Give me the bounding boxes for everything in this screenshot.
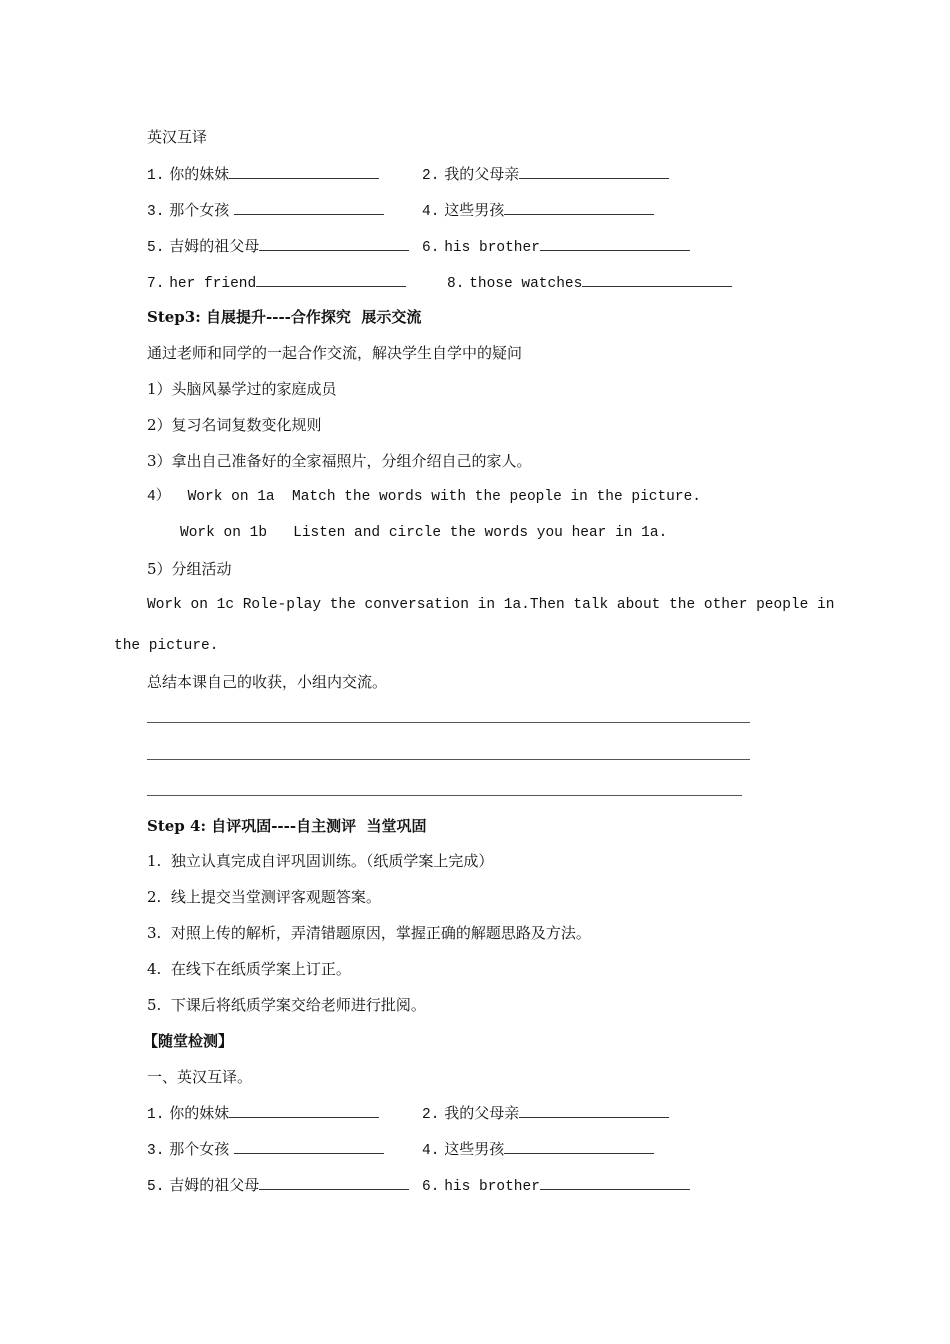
answer-blank[interactable] [234, 199, 384, 215]
answer-blank[interactable] [234, 1138, 384, 1154]
translation-item-8: 8. those watches [447, 271, 732, 294]
answer-blank[interactable] [504, 199, 654, 215]
step3-summary: 总结本课自己的收获，小组内交流。 [147, 673, 388, 691]
translation-item-2: 2. 我的父母亲 [422, 163, 669, 186]
step3-item-4a: 4） Work on 1a Match the words with the people in the picture. [147, 489, 701, 505]
check-item-1: 1. 你的妹妹 [147, 1102, 379, 1125]
answer-blank[interactable] [540, 1174, 690, 1190]
writing-line[interactable] [147, 795, 742, 796]
translation-item-5: 5. 吉姆的祖父母 [147, 235, 409, 258]
check-title: 【随堂检测】 [143, 1032, 234, 1050]
translation-item-6: 6. his brother [422, 235, 690, 258]
step3-item-2: 2）复习名词复数变化规则 [147, 416, 322, 434]
translation-item-1: 1. 你的妹妹 [147, 163, 379, 186]
check-item-3: 3. 那个女孩 [147, 1138, 384, 1161]
step4-item-1: 1. 独立认真完成自评巩固训练。（纸质学案上完成） [147, 852, 494, 870]
answer-blank[interactable] [259, 235, 409, 251]
translation-item-4: 4. 这些男孩 [422, 199, 654, 222]
answer-blank[interactable] [519, 1102, 669, 1118]
step4-item-3: 3. 对照上传的解析，弄清错题原因，掌握正确的解题思路及方法。 [147, 924, 591, 942]
check-item-5: 5. 吉姆的祖父母 [147, 1174, 409, 1197]
check-item-4: 4. 这些男孩 [422, 1138, 654, 1161]
answer-blank[interactable] [259, 1174, 409, 1190]
step4-item-2: 2. 线上提交当堂测评客观题答案。 [147, 888, 381, 906]
check-item-6: 6. his brother [422, 1174, 690, 1197]
step4-item-5: 5. 下课后将纸质学案交给老师进行批阅。 [147, 996, 426, 1014]
check-heading: 一、英汉互译。 [147, 1068, 253, 1086]
answer-blank[interactable] [256, 271, 406, 287]
answer-blank[interactable] [582, 271, 732, 287]
answer-blank[interactable] [519, 163, 669, 179]
answer-blank[interactable] [229, 1102, 379, 1118]
writing-line[interactable] [147, 759, 750, 760]
step3-item-1: 1）头脑风暴学过的家庭成员 [147, 380, 337, 398]
section-heading: 英汉互译 [147, 128, 208, 146]
step4-item-4: 4. 在线下在纸质学案上订正。 [147, 960, 351, 978]
translation-item-7: 7. her friend [147, 271, 406, 294]
step3-item-4b: Work on 1b Listen and circle the words you hear in 1a. [180, 525, 668, 541]
answer-blank[interactable] [540, 235, 690, 251]
answer-blank[interactable] [504, 1138, 654, 1154]
step4-title: Step 4: 自评巩固----自主测评 当堂巩固 [147, 817, 427, 835]
answer-blank[interactable] [229, 163, 379, 179]
step3-item-5b: the picture. [114, 638, 219, 654]
translation-item-3: 3. 那个女孩 [147, 199, 384, 222]
step3-item-5: 5）分组活动 [147, 560, 232, 578]
step3-title: Step3: 自展提升----合作探究 展示交流 [147, 308, 422, 326]
step3-item-3: 3）拿出自己准备好的全家福照片，分组介绍自己的家人。 [147, 452, 532, 470]
step3-intro: 通过老师和同学的一起合作交流，解决学生自学中的疑问 [147, 344, 523, 362]
check-item-2: 2. 我的父母亲 [422, 1102, 669, 1125]
step3-item-5a: Work on 1c Role-play the conversation in 1a.Then talk about the other people in [147, 597, 835, 613]
writing-line[interactable] [147, 722, 750, 723]
